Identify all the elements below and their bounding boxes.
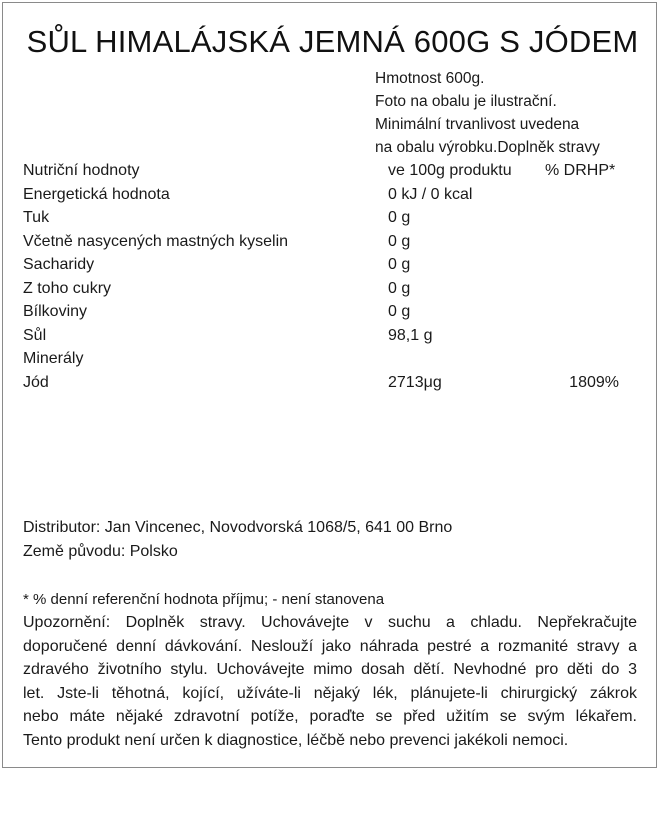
- warning-line: Upozornění: Doplněk stravy. Uchovávejte v suchu a chladu. Nepřekračujte: [23, 614, 637, 631]
- nutrition-header-rhp: % DRHP*: [545, 162, 616, 179]
- nutrition-table: [23, 162, 643, 397]
- nutrition-value: 2713μg: [388, 373, 442, 391]
- nutrition-pct: 1809%: [569, 373, 619, 391]
- product-title: SŮL HIMALÁJSKÁ JEMNÁ 600G S JÓDEM: [26, 24, 639, 59]
- nutrition-row-saturated-fat: [23, 233, 643, 257]
- warning-line: doporučené denní dávkování. Neslouží jako náhrada pestré a rozmanité stravy a: [23, 637, 637, 655]
- warning-line: zdravého životního stylu. Uchovávejte mimo dosah dětí. Nevhodné pro děti do 3: [23, 661, 637, 678]
- nutrition-row-sugars: [23, 280, 643, 304]
- nutrition-value: 0 g: [388, 209, 411, 226]
- nutrition-row-minerals: [23, 350, 643, 374]
- nutrition-row-fat: [23, 209, 643, 233]
- warning-text: [23, 611, 637, 752]
- nutrition-value: 98,1 g: [388, 326, 433, 344]
- info-line-photo: Foto na obalu je ilustrační.: [375, 93, 557, 110]
- nutrition-value: 0 g: [388, 232, 411, 250]
- nutrition-header-label: Nutriční hodnoty: [23, 162, 140, 179]
- nutrition-label: Tuk: [23, 209, 50, 226]
- distributor-line: Distributor: Jan Vincenec, Novodvorská 1068/5, 641 00 Brno: [23, 519, 453, 536]
- nutrition-value: 0 g: [388, 256, 411, 273]
- nutrition-label: Včetně nasycených mastných kyselin: [23, 232, 289, 250]
- info-line-supplement: na obalu výrobku.Doplněk stravy: [375, 139, 600, 156]
- drhp-footnote: * % denní referenční hodnota příjmu; - není stanovena: [23, 591, 385, 608]
- nutrition-value: 0 g: [388, 303, 411, 320]
- distributor-block: [23, 516, 452, 564]
- nutrition-row-iodine: [23, 374, 643, 398]
- info-line-weight: Hmotnost 600g.: [375, 70, 485, 87]
- nutrition-label: Minerály: [23, 350, 84, 367]
- nutrition-value: 0 g: [388, 279, 411, 297]
- product-label: [2, 2, 657, 768]
- nutrition-value: 0 kJ / 0 kcal: [388, 185, 473, 203]
- nutrition-label: Sůl: [23, 326, 47, 344]
- nutrition-label: Energetická hodnota: [23, 185, 170, 203]
- nutrition-label: Z toho cukry: [23, 279, 112, 297]
- warning-line: Tento produkt není určen k diagnostice, léčbě nebo prevenci jakékoli nemoci.: [23, 731, 569, 749]
- nutrition-label: Bílkoviny: [23, 303, 88, 320]
- nutrition-row-salt: [23, 327, 643, 351]
- warning-line: let. Jste-li těhotná, kojící, užíváte-li nějaký lék, plánujete-li chirurgický zákrok: [23, 684, 637, 702]
- nutrition-row-energy: [23, 186, 643, 210]
- nutrition-label: Jód: [23, 373, 49, 391]
- info-line-shelf-life: Minimální trvanlivost uvedena: [375, 116, 580, 133]
- warning-line: nebo máte nějaké zdravotní potíže, poraďte se před užitím se svým lékařem.: [23, 708, 637, 725]
- nutrition-header-per100: ve 100g produktu: [388, 162, 512, 179]
- nutrition-row-protein: [23, 303, 643, 327]
- nutrition-label: Sacharidy: [23, 256, 95, 273]
- nutrition-row-carbohydrates: [23, 256, 643, 280]
- origin-line: Země původu: Polsko: [23, 543, 178, 560]
- nutrition-header-row: [23, 162, 643, 186]
- product-info: [375, 67, 600, 159]
